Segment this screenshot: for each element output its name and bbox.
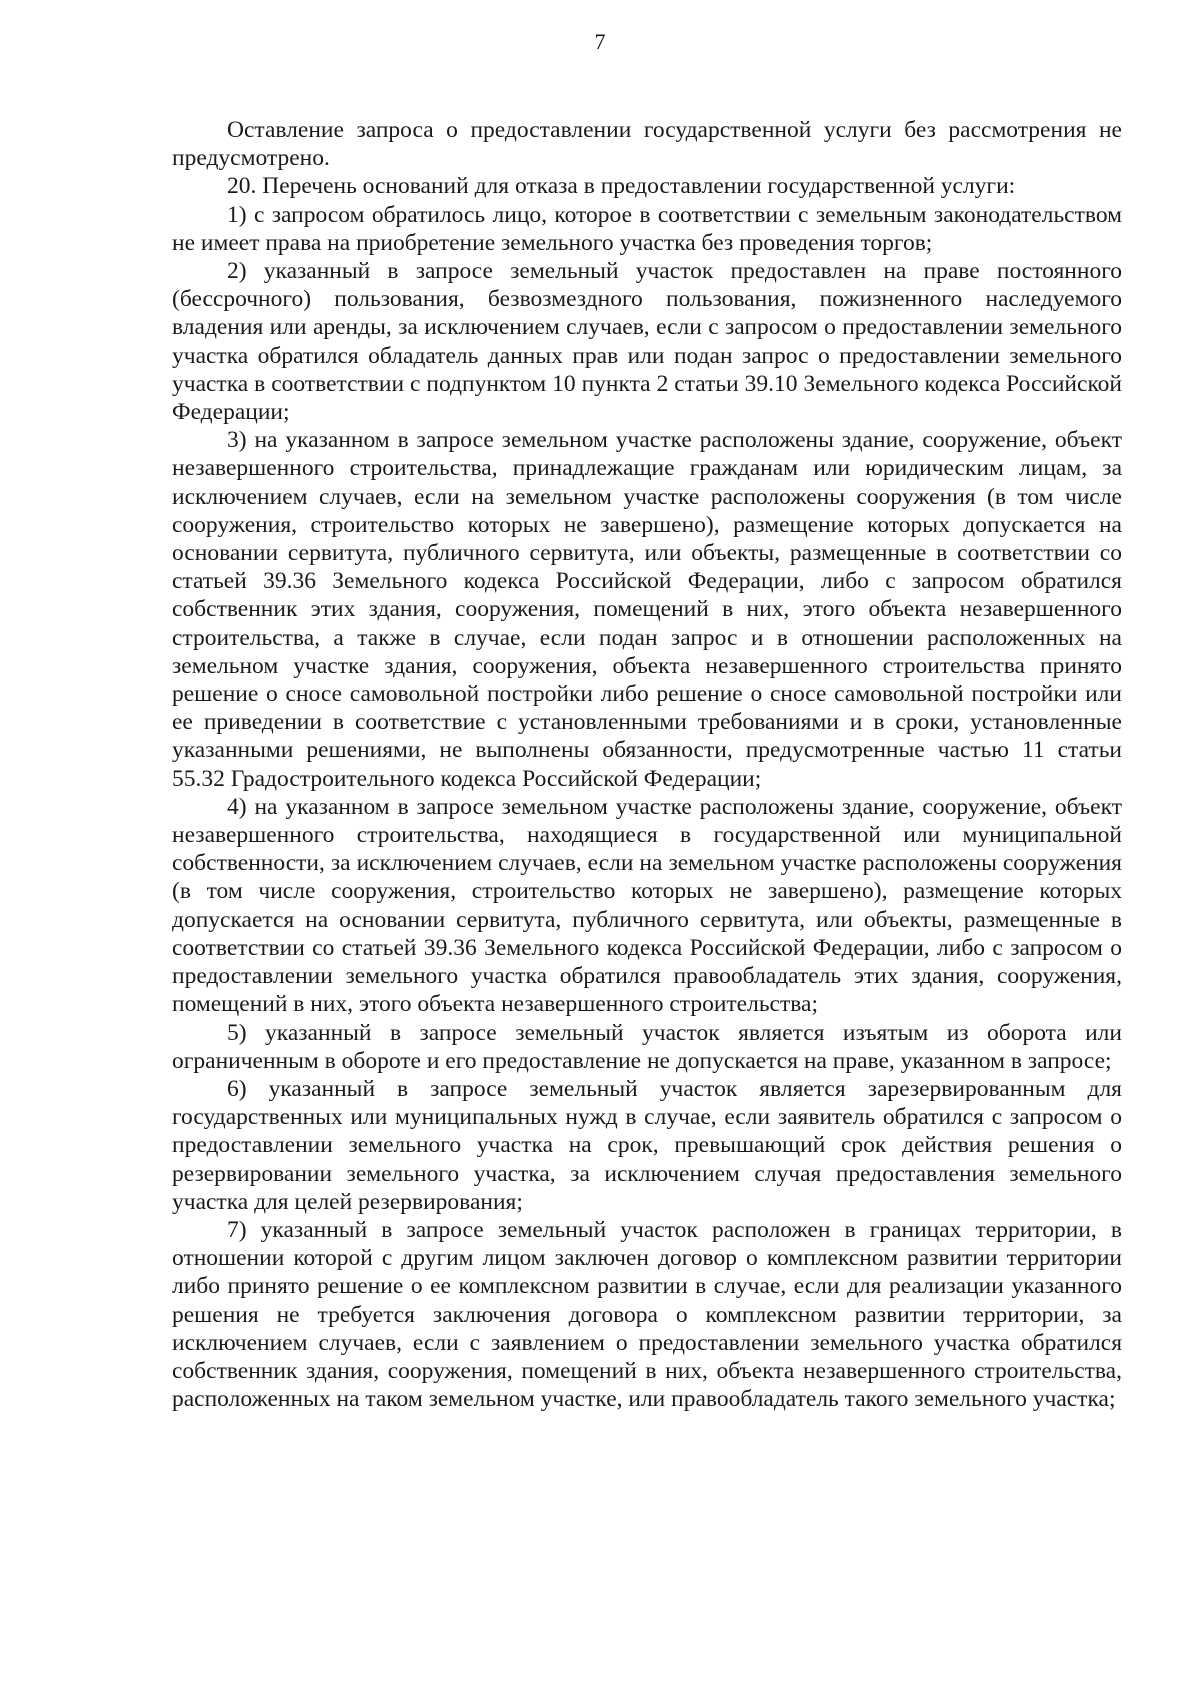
paragraph-item-20: 20. Перечень оснований для отказа в предоставлении государственной услуги: [227,173,1016,200]
paragraph-subitem-3: 3) на указанном в запросе земельном участке расположены здание, сооружение, объект незавершенного строительства, принадлежащие гражданам или юридическим лицам, за исключением случаев, если на земельном участке расположены сооружения (в том числе сооружения, строительство которых не завершено), размещение которых допускается на основании сервитута, публичного сервитута, или объекты, размещенные в соответствии со статьей 39.36 Земельного кодекса Российской Федерации, либо с запросом обратился собственник этих здания, сооружения, помещений в них, этого объекта незавершенного строительства, а также в случае, если подан запрос и в отношении расположенных на земельном участке здания, сооружения, объекта незавершенного строительства принято решение о сносе самовольной постройки либо решение о сносе самовольной постройки или ее приведении в соответствие с установленными требованиями и в сроки, установленные указанными решениями, не выполнены обязанности, предусмотренные частью 11 статьи 55.32 Градостроительного кодекса Российской Федерации; [172,427,1122,792]
page-number: 7 [594,29,606,54]
paragraph-subitem-1: 1) с запросом обратилось лицо, которое в соответствии с земельным законодательством не имеет права на приобретение земельного участка без проведения торгов; [172,201,1122,256]
paragraph-intro: Оставление запроса о предоставлении государственной услуги без рассмотрения не предусмотрено. [172,117,1122,172]
paragraph-subitem-4: 4) на указанном в запросе земельном участке расположены здание, сооружение, объект незавершенного строительства, находящиеся в государственной или муниципальной собственности, за исключением случаев, если на земельном участке расположены сооружения (в том числе сооружения, строительство которых не завершено), размещение которых допускается на основании сервитута, публичного сервитута, или объекты, размещенные в соответствии со статьей 39.36 Земельного кодекса Российской Федерации, либо с запросом о предоставлении земельного участка обратился правообладатель этих здания, сооружения, помещений в них, этого объекта незавершенного строительства; [172,793,1122,1018]
paragraph-subitem-6: 6) указанный в запросе земельный участок является зарезервированным для государственных или муниципальных нужд в случае, если заявитель обратился с запросом о предоставлении земельного участка на срок, превышающий срок действия решения о резервировании земельного участка, за исключением случая предоставления земельного участка для целей резервирования; [172,1075,1122,1215]
document-body [172,116,1122,1413]
paragraph-subitem-2: 2) указанный в запросе земельный участок предоставлен на праве постоянного (бессрочного) пользования, безвозмездного пользования, пожизненного наследуемого владения или аренды, за исключением случаев, если с запросом о предоставлении земельного участка обратился обладатель данных прав или подан запрос о предоставлении земельного участка в соответствии с подпунктом 10 пункта 2 статьи 39.10 Земельного кодекса Российской Федерации; [172,258,1122,426]
paragraph-subitem-5: 5) указанный в запросе земельный участок является изъятым из оборота или ограниченным в обороте и его предоставление не допускается на праве, указанном в запросе; [172,1019,1122,1074]
paragraph-subitem-7: 7) указанный в запросе земельный участок расположен в границах территории, в отношении которой с другим лицом заключен договор о комплексном развитии территории либо принято решение о ее комплексном развитии в случае, если для реализации указанного решения не требуется заключения договора о комплексном развитии территории, за исключением случаев, если с заявлением о предоставлении земельного участка обратился собственник здания, сооружения, помещений в них, объекта незавершенного строительства, расположенных на таком земельном участке, или правообладатель такого земельного участка; [172,1216,1122,1413]
